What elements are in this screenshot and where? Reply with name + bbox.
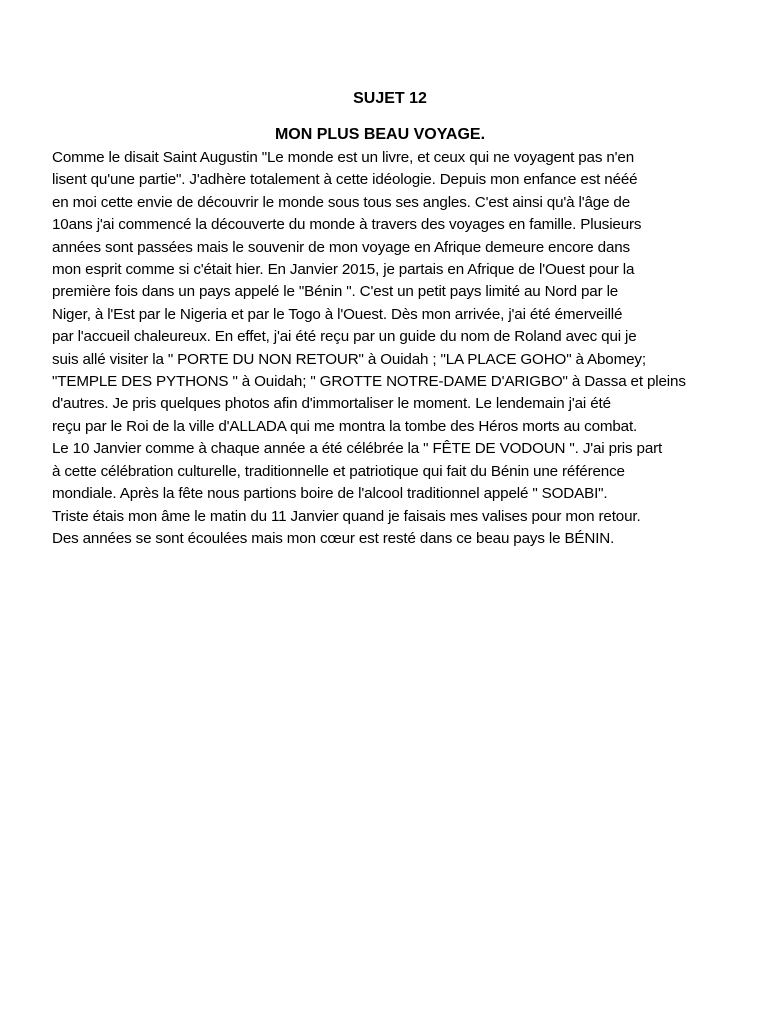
- essay-title: MON PLUS BEAU VOYAGE.: [274, 126, 486, 143]
- body-line: suis allé visiter la " PORTE DU NON RETOUR" à Ouidah ; "LA PLACE GOHO" à Abomey;: [52, 350, 646, 368]
- body-line: par l'accueil chaleureux. En effet, j'ai été reçu par un guide du nom de Roland avec qui je: [52, 328, 637, 346]
- body-line: mondiale. Après la fête nous partions boire de l'alcool traditionnel appelé " SODABI".: [52, 485, 608, 503]
- body-line: Niger, à l'Est par le Nigeria et par le Togo à l'Ouest. Dès mon arrivée, j'ai été émerveillé: [52, 305, 623, 323]
- body-line: mon esprit comme si c'était hier. En Janvier 2015, je partais en Afrique de l'Ouest pour la: [52, 261, 635, 279]
- body-line: à cette célébration culturelle, traditionnelle et patriotique qui fait du Bénin une référence: [52, 462, 625, 480]
- essay-body: [52, 147, 720, 550]
- body-line: première fois dans un pays appelé le "Bénin ". C'est un petit pays limité au Nord par le: [52, 283, 619, 301]
- body-line: d'autres. Je pris quelques photos afin d'immortaliser le moment. Le lendemain j'ai été: [52, 395, 611, 413]
- body-line: Comme le disait Saint Augustin "Le monde est un livre, et ceux qui ne voyagent pas n'en: [52, 149, 634, 166]
- subject-heading: SUJET 12: [353, 90, 427, 107]
- body-line: Le 10 Janvier comme à chaque année a été célébrée la " FÊTE DE VODOUN ". J'ai pris part: [52, 440, 663, 458]
- body-line: en moi cette envie de découvrir le monde sous tous ses angles. C'est ainsi qu'à l'âge de: [52, 193, 631, 211]
- body-line: reçu par le Roi de la ville d'ALLADA qui me montra la tombe des Héros morts au combat.: [52, 417, 638, 435]
- body-line: 10ans j'ai commencé la découverte du monde à travers des voyages en famille. Plusieurs: [52, 216, 642, 234]
- body-line: Triste étais mon âme le matin du 11 Janvier quand je faisais mes valises pour mon retour.: [52, 507, 641, 525]
- body-line: lisent qu'une partie". J'adhère totalement à cette idéologie. Depuis mon enfance est nééé: [52, 171, 638, 189]
- body-line: années sont passées mais le souvenir de mon voyage en Afrique demeure encore dans: [52, 238, 630, 256]
- body-line: Des années se sont écoulées mais mon cœur est resté dans ce beau pays le BÉNIN.: [52, 529, 615, 547]
- body-line: "TEMPLE DES PYTHONS " à Ouidah; " GROTTE NOTRE-DAME D'ARIGBO" à Dassa et pleins: [52, 373, 686, 391]
